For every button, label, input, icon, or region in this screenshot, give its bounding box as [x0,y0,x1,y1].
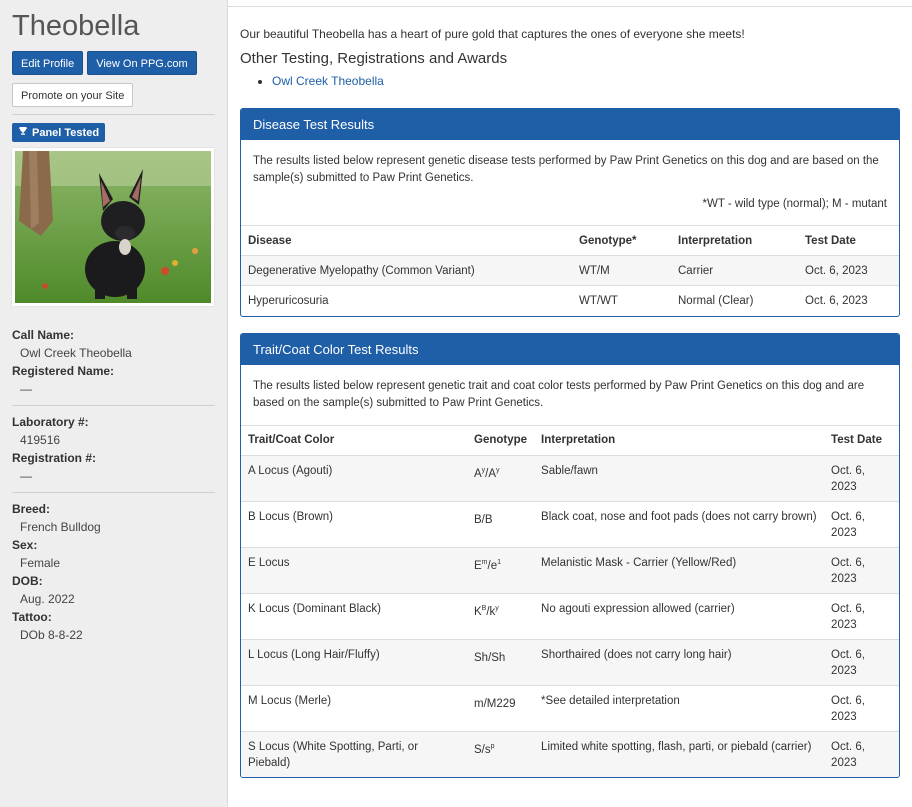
interpretation-cell: Carrier [671,256,798,286]
genotype-part: S/s [474,743,491,756]
test-date-cell: Oct. 6, 2023 [824,501,899,547]
dog-photo [12,148,214,306]
disease-cell: Hyperuricosuria [241,286,572,316]
genotype-part: Sh/Sh [474,651,506,664]
intro-text: Our beautiful Theobella has a heart of pure gold that captures the ones of everyone she meets! [240,27,745,41]
disease-table [241,225,899,316]
trait-cell: L Locus (Long Hair/Fluffy) [241,639,467,685]
genotype-superscript: y [495,604,499,612]
interpretation-column-header: Interpretation [534,425,824,455]
genotype-cell [467,731,534,777]
sex-label: Sex: [12,538,38,552]
test-date-cell: Oct. 6, 2023 [824,731,899,777]
divider [12,405,215,406]
table-row [241,256,899,286]
trait-cell: B Locus (Brown) [241,501,467,547]
trait-panel-title: Trait/Coat Color Test Results [241,334,899,365]
trait-cell: A Locus (Agouti) [241,455,467,501]
tattoo-label: Tattoo: [12,610,52,624]
test-date-cell: Oct. 6, 2023 [824,685,899,731]
test-date-cell: Oct. 6, 2023 [824,639,899,685]
sex-value: Female [20,556,61,570]
genotype-part: /A [485,467,497,480]
disease-column-header: Disease [241,226,572,256]
genotype-cell [467,639,534,685]
genotype-cell: WT/M [572,256,671,286]
table-row [241,731,899,777]
trophy-icon [18,126,28,139]
genotype-superscript: y [496,466,500,474]
disease-panel-title: Disease Test Results [241,109,899,140]
list-item [272,73,900,89]
genotype-superscript: m [481,558,488,566]
call-name-label: Call Name: [12,328,75,342]
divider [12,492,215,493]
genotype-cell [467,593,534,639]
genotype-part: K [474,605,482,618]
trait-results-panel [240,333,900,779]
disease-panel-body [241,140,899,225]
interpretation-cell: Black coat, nose and foot pads (does not carry brown) [534,501,824,547]
main-content [240,0,900,778]
table-row [241,286,899,316]
trait-panel-body [241,365,899,425]
genotype-legend: *WT - wild type (normal); M - mutant [702,198,887,210]
genotype-cell [467,685,534,731]
breed-value: French Bulldog [20,520,101,534]
disease-cell: Degenerative Myelopathy (Common Variant) [241,256,572,286]
test-date-column-header: Test Date [824,425,899,455]
interpretation-cell: *See detailed interpretation [534,685,824,731]
divider [12,114,215,115]
other-testing-list [240,73,900,89]
lab-number-value: 419516 [20,433,61,447]
interpretation-cell: No agouti expression allowed (carrier) [534,593,824,639]
trait-description: The results listed below represent genetic trait and coat color tests performed by Paw Print Genetics on this dog and are based on the sample(s) submitted to Paw Print Genetics. [253,379,865,409]
test-date-column-header: Test Date [798,226,899,256]
trait-table [241,425,899,778]
test-date-cell: Oct. 6, 2023 [798,286,899,316]
tattoo-value: DOb 8-8-22 [20,628,83,642]
view-on-ppg-button[interactable]: View On PPG.com [87,51,197,75]
genotype-superscript: 1 [497,558,502,566]
test-date-cell: Oct. 6, 2023 [824,593,899,639]
genotype-superscript: y [481,466,486,474]
test-date-cell: Oct. 6, 2023 [798,256,899,286]
trait-cell: S Locus (White Spotting, Parti, or Piebald) [241,731,467,777]
genotype-superscript: B [481,604,487,612]
trait-cell: K Locus (Dominant Black) [241,593,467,639]
other-testing-heading: Other Testing, Registrations and Awards [240,50,508,67]
dog-info [12,326,215,644]
genotype-part: /k [486,605,496,618]
registered-name-value: — [20,382,32,396]
table-row [241,501,899,547]
trait-column-header: Trait/Coat Color [241,425,467,455]
genotype-column-header: Genotype [467,425,534,455]
registration-number-value: — [20,469,32,483]
genotype-part: B/B [474,513,493,526]
test-date-cell: Oct. 6, 2023 [824,455,899,501]
genotype-part: /e [487,559,498,572]
trait-cell: E Locus [241,547,467,593]
genotype-superscript: p [490,742,495,750]
interpretation-cell: Limited white spotting, flash, parti, or piebald (carrier) [534,731,824,777]
interpretation-cell: Normal (Clear) [671,286,798,316]
owl-creek-theobella-link[interactable]: Owl Creek Theobella [272,74,384,88]
lab-number-label: Laboratory #: [12,415,89,429]
genotype-part: E [474,559,482,572]
promote-button[interactable]: Promote on your Site [12,83,133,107]
interpretation-column-header: Interpretation [671,226,798,256]
breed-label: Breed: [12,502,51,516]
dob-label: DOB: [12,574,43,588]
call-name-value: Owl Creek Theobella [20,346,132,360]
genotype-cell [467,547,534,593]
trait-cell: M Locus (Merle) [241,685,467,731]
dog-name-heading: Theobella [12,10,140,42]
table-row [241,639,899,685]
genotype-cell: WT/WT [572,286,671,316]
genotype-cell [467,455,534,501]
test-date-cell: Oct. 6, 2023 [824,547,899,593]
genotype-part: m/M229 [474,697,516,710]
registration-number-label: Registration #: [12,451,97,465]
edit-profile-button[interactable]: Edit Profile [12,51,83,75]
table-row [241,593,899,639]
panel-tested-badge [12,123,105,142]
registered-name-label: Registered Name: [12,364,115,378]
genotype-part: A [474,467,482,480]
table-row [241,685,899,731]
table-row [241,455,899,501]
disease-results-panel [240,108,900,317]
genotype-column-header: Genotype* [572,226,671,256]
interpretation-cell: Shorthaired (does not carry long hair) [534,639,824,685]
table-row [241,547,899,593]
interpretation-cell: Melanistic Mask - Carrier (Yellow/Red) [534,547,824,593]
panel-tested-label: Panel Tested [32,126,100,139]
genotype-cell [467,501,534,547]
dob-value: Aug. 2022 [20,592,75,606]
sidebar [0,0,228,807]
interpretation-cell: Sable/fawn [534,455,824,501]
disease-description: The results listed below represent genetic disease tests performed by Paw Print Genetics on this dog and are based on the sample(s) submitted to Paw Print Genetics. [253,155,879,184]
